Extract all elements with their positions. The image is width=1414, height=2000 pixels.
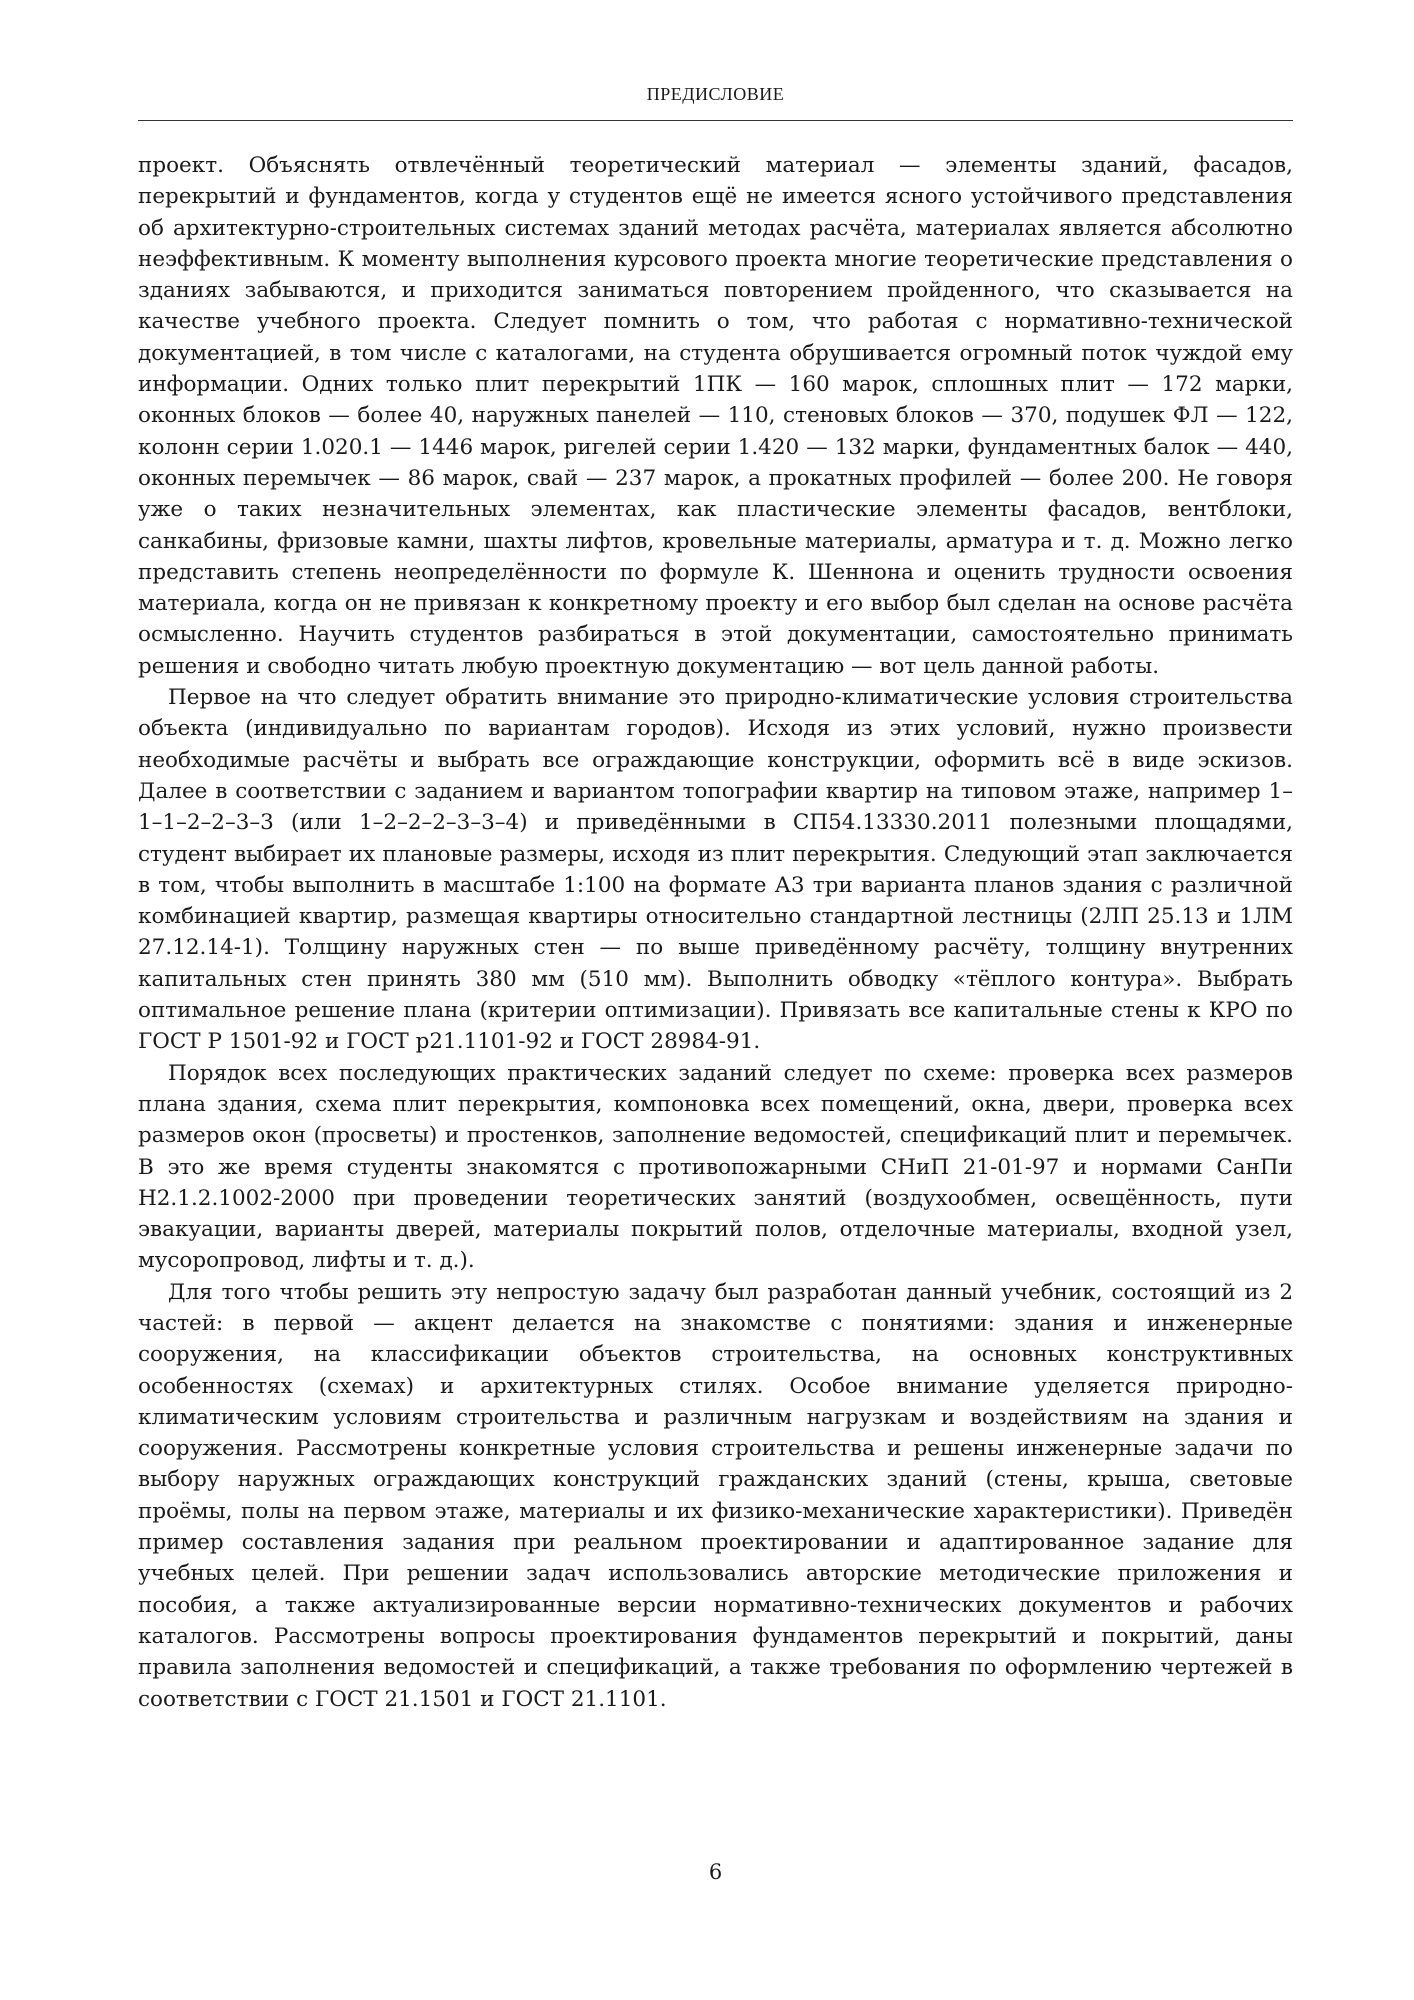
paragraph-textbook-structure: Для того чтобы решить эту непростую задачу был разработан данный учебник, состоящий из 2 частей: в первой — акцент делается на знакомстве с понятиями: здания и инженерные сооружения, на классификации объектов строительства, на основных конструктивных особенностях (схемах) и архитектурных стилях. Особое внимание уделяется природно-климатическим условиям строительства и различным нагрузкам и воздействиям на здания и сооружения. Рассмотрены конкретные условия строительства и решены инженерные задачи по выбору наружных ограждающих конструкций гражданских зданий (стены, крыша, световые проёмы, полы на первом этаже, материалы и их физико-механические характеристики). Приведён пример составления задания при реальном проектировании и адаптированное задание для учебных целей. При решении задач использовались авторские методические приложения и пособия, а также актуализированные версии нормативно-технических документов и рабочих каталогов. Рассмотрены вопросы проектирования фундаментов перекрытий и покрытий, даны правила заполнения ведомостей и спецификаций, а также требования по оформлению чертежей в соответствии с ГОСТ 21.1501 и ГОСТ 21.1101. — [138, 1279, 1293, 1712]
main-text — [138, 150, 1293, 1715]
page-number: 6 — [708, 1860, 723, 1884]
paragraph-climate-conditions: Первое на что следует обратить внимание это природно-климатические условия строительства объекта (индивидуально по вариантам городов). Исходя из этих условий, нужно произвести необходимые расчёты и выбрать все ограждающие конструкции, оформить всё в виде эскизов. Далее в соответствии с заданием и вариантом топографии квартир на типовом этаже, например 1–1–1–2–2–3–3 (или 1–2–2–2–3–3–4) и приведёнными в СП54.13330.2011 полезными площадями, студент выбирает их плановые размеры, исходя из плит перекрытия. Следующий этап заключается в том, чтобы выполнить в масштабе 1:100 на формате А3 три варианта планов здания с различной комбинацией квартир, размещая квартиры относительно стандартной лестницы (2ЛП 25.13 и 1ЛМ 27.12.14-1). Толщину наружных стен — по выше приведённому расчёту, толщину внутренних капитальных стен принять 380 мм (510 мм). Выполнить обводку «тёплого контура». Выбрать оптимальное решение плана (критерии оптимизации). Привязать все капитальные стены к КРО по ГОСТ Р 1501-92 и ГОСТ р21.1101-92 и ГОСТ 28984-91. — [138, 685, 1293, 1055]
header-divider — [138, 120, 1293, 121]
running-title: ПРЕДИСЛОВИЕ — [646, 84, 785, 104]
paragraph-practical-tasks: Порядок всех последующих практических заданий следует по схеме: проверка всех размеров плана здания, схема плит перекрытия, компоновка всех помещений, окна, двери, проверка всех размеров окон (просветы) и простенков, заполнение ведомостей, спецификаций плит и перемычек. В это же время студенты знакомятся с противопожарными СНиП 21-01-97 и нормами СанПи Н2.1.2.1002-2000 при проведении теоретических занятий (воздухообмен, освещённость, пути эвакуации, варианты дверей, материалы покрытий полов, отделочные материалы, входной узел, мусоропровод, лифты и т. д.). — [138, 1060, 1293, 1274]
paragraph-continuation: проект. Объяснять отвлечённый теоретический материал — элементы зданий, фасадов, перекрытий и фундаментов, когда у студентов ещё не имеется ясного устойчивого представления об архитектурно-строительных системах зданий методах расчёта, материалах является абсолютно неэффективным. К моменту выполнения курсового проекта многие теоретические представления о зданиях забываются, и приходится заниматься повторением пройденного, что сказывается на качестве учебного проекта. Следует помнить о том, что работая с нормативно-технической документацией, в том числе с каталогами, на студента обрушивается огромный поток чуждой ему информации. Одних только плит перекрытий 1ПК — 160 марок, сплошных плит — 172 марки, оконных блоков — более 40, наружных панелей — 110, стеновых блоков — 370, подушек ФЛ — 122, колонн серии 1.020.1 — 1446 марок, ригелей серии 1.420 — 132 марки, фундаментных балок — 440, оконных перемычек — 86 марок, свай — 237 марок, а прокатных профилей — более 200. Не говоря уже о таких незначительных элементах, как пластические элементы фасадов, вентблоки, санкабины, фризовые камни, шахты лифтов, кровельные материалы, арматура и т. д. Можно легко представить степень неопределённости по формуле К. Шеннона и оценить трудности освоения материала, когда он не привязан к конкретному проекту и его выбор был сделан на основе расчёта осмысленно. Научить студентов разбираться в этой документации, самостоятельно принимать решения и свободно читать любую проектную документацию — вот цель данной работы. — [138, 153, 1293, 679]
